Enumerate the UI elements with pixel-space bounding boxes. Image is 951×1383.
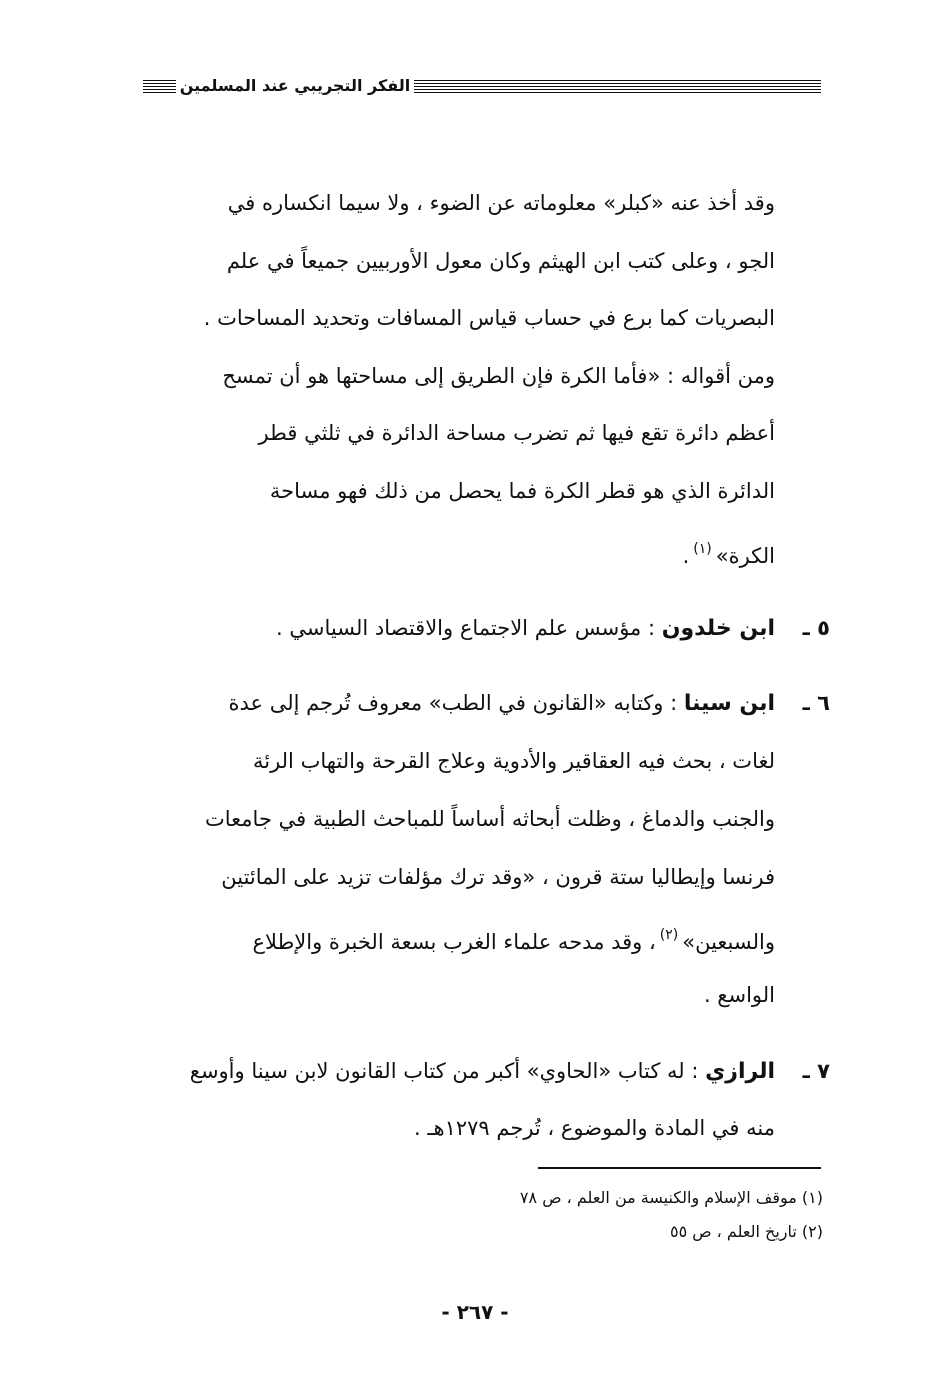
item6-number: ٦ ـ [802, 691, 830, 715]
item6-line: فرنسا وإيطاليا ستة قرون ، «وقد ترك مؤلفات تزيد على المائتين [221, 865, 775, 889]
item7-first-text: : له كتاب «الحاوي» أكبر من كتاب القانون لابن سينا وأوسع [189, 1059, 699, 1083]
item7-first-line [140, 1056, 775, 1087]
footnote-marker-1: (١) [693, 541, 712, 557]
item7-number: ٧ ـ [802, 1059, 830, 1083]
item6-fifth-end: ، وقد مدحه علماء الغرب بسعة الخبرة والإطلاع [252, 930, 656, 954]
footnote-2: (٢) تاريخ العلم ، ص ٥٥ [669, 1222, 823, 1241]
intro-last-end: . [682, 544, 690, 568]
intro-last-line [140, 534, 775, 571]
page-number: - ٢٦٧ - [441, 1300, 509, 1324]
intro-line: البصريات كما برع في حساب قياس المسافات وتحديد المساحات . [203, 306, 775, 330]
header-rule-right [414, 80, 821, 93]
intro-last-text: الكرة» [715, 544, 775, 568]
item7-name: الرازي [705, 1059, 775, 1084]
intro-line: وقد أخذ عنه «كبلر» معلوماته عن الضوء ، ولا سيما انكساره في [227, 191, 775, 215]
intro-line: ومن أقواله : «فأما الكرة فإن الطريق إلى مساحتها هو أن تمسح [222, 364, 775, 388]
running-header-title: الفكر التجريبي عند المسلمين [179, 76, 411, 95]
intro-line: الجو ، وعلى كتب ابن الهيثم وكان معول الأوربيين جميعاً في علم [226, 249, 775, 273]
item6-first-text: : وكتابه «القانون في الطب» معروف تُرجم إلى عدة [228, 691, 678, 715]
intro-line: أعظم دائرة تقع فيها ثم تضرب مساحة الدائرة في ثلثي قطر [258, 421, 775, 445]
footnote-separator [538, 1167, 821, 1169]
item7-second-line: منه في المادة والموضوع ، تُرجم ١٢٧٩هـ . [413, 1116, 775, 1140]
item6-fifth-line [140, 920, 775, 957]
item5-number: ٥ ـ [802, 616, 830, 640]
header-rule-left [143, 80, 176, 93]
intro-line: الدائرة الذي هو قطر الكرة فما يحصل من ذلك فهو مساحة [269, 479, 775, 503]
item6-line: لغات ، بحث فيه العقاقير والأدوية وعلاج القرحة والتهاب الرئة [252, 749, 775, 773]
item5-name: ابن خلدون [661, 616, 775, 641]
item6-name: ابن سينا [683, 691, 775, 716]
item6-fifth-start: والسبعين» [682, 930, 775, 954]
item5-line [140, 613, 775, 644]
item6-first-line [140, 688, 775, 719]
item6-last-line: الواسع . [703, 983, 775, 1007]
footnote-marker-2: (٢) [659, 927, 679, 943]
item5-text: : مؤسس علم الاجتماع والاقتصاد السياسي . [276, 616, 656, 640]
item6-line: والجنب والدماغ ، وظلت أبحاثه أساساً للمباحث الطبية في جامعات [205, 807, 775, 831]
footnote-1: (١) موقف الإسلام والكنيسة من العلم ، ص ٧٨ [519, 1188, 823, 1207]
